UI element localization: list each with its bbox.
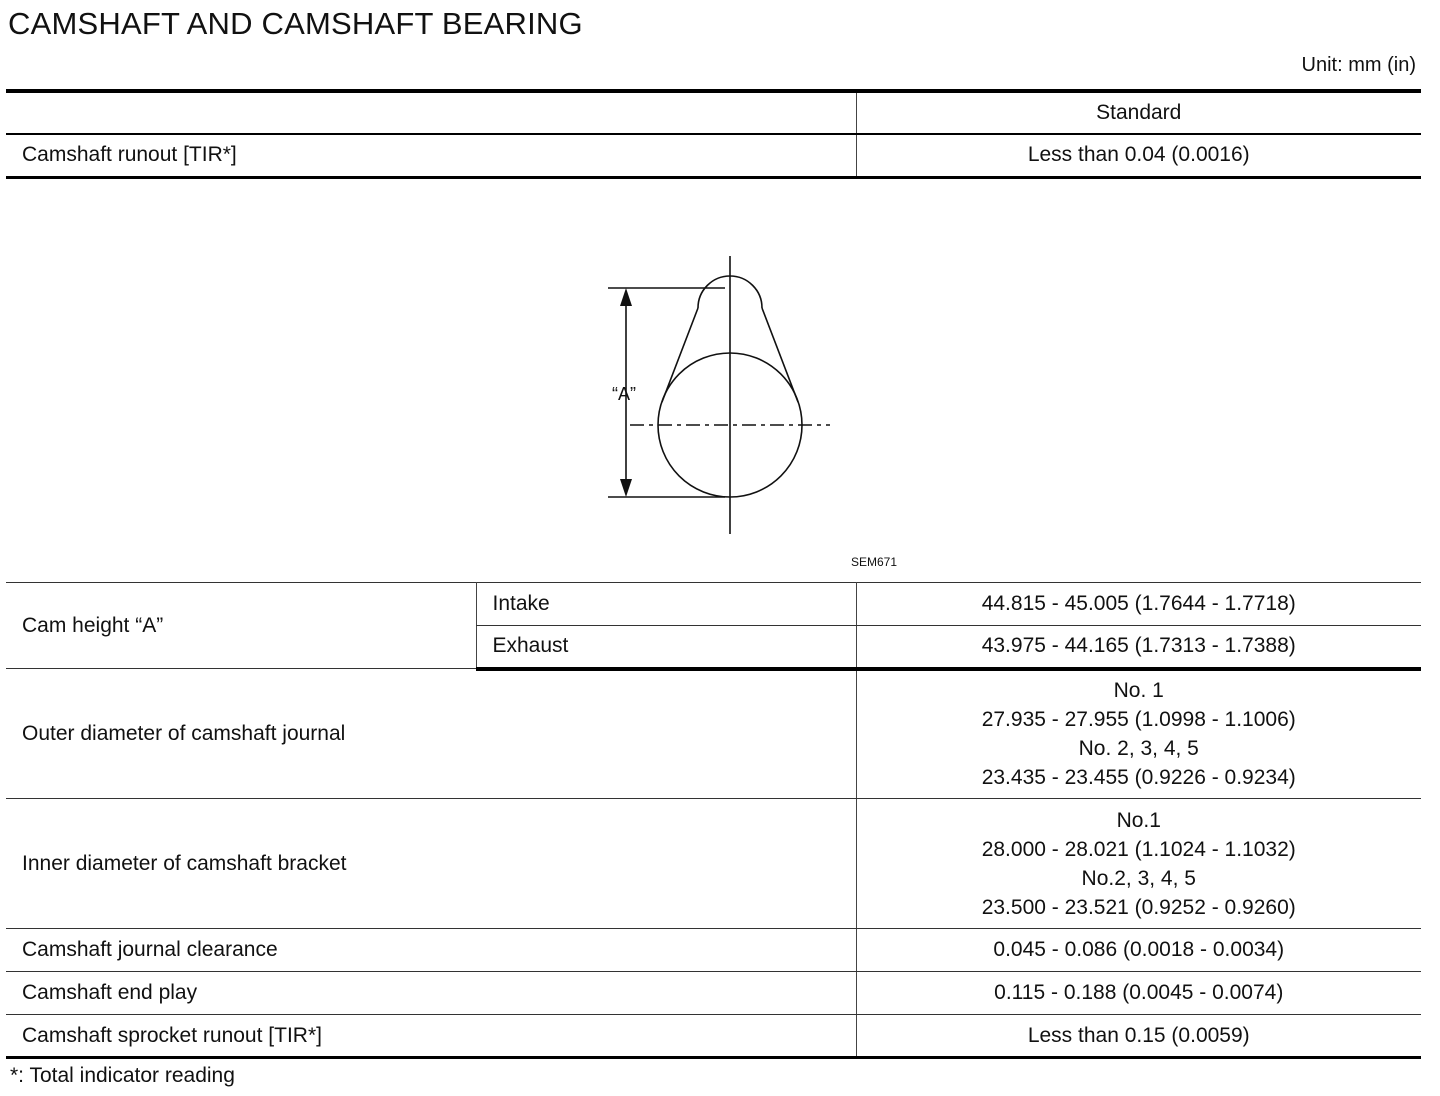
journal-clearance-value: 0.045 - 0.086 (0.0018 - 0.0034) bbox=[856, 929, 1421, 972]
bracket-id-line: 23.500 - 23.521 (0.9252 - 0.9260) bbox=[981, 895, 1296, 919]
cam-height-label: Cam height “A” bbox=[6, 583, 476, 669]
table-row bbox=[6, 583, 1421, 626]
camshaft-runout-label: Camshaft runout [TIR*] bbox=[6, 134, 856, 177]
header-empty-cell bbox=[6, 91, 856, 134]
table-row bbox=[6, 669, 1421, 799]
header-standard: Standard bbox=[856, 91, 1421, 134]
end-play-label: Camshaft end play bbox=[6, 972, 856, 1015]
runout-table bbox=[6, 89, 1421, 179]
figure-code: SEM671 bbox=[851, 555, 898, 569]
cam-lobe-diagram bbox=[600, 250, 840, 540]
intake-label: Intake bbox=[476, 583, 856, 626]
journal-od-line: No. 1 bbox=[1113, 679, 1164, 703]
journal-od-line: No. 2, 3, 4, 5 bbox=[1078, 737, 1199, 761]
table-header-row bbox=[6, 91, 1421, 134]
dimension-arrow-up bbox=[620, 288, 632, 306]
bracket-id-line: 28.000 - 28.021 (1.1024 - 1.1032) bbox=[981, 837, 1296, 861]
lobe-flank-left bbox=[662, 308, 698, 402]
table-row bbox=[6, 1015, 1421, 1058]
end-play-value: 0.115 - 0.188 (0.0045 - 0.0074) bbox=[856, 972, 1421, 1015]
dimension-arrow-down bbox=[620, 479, 632, 497]
journal-clearance-label: Camshaft journal clearance bbox=[6, 929, 856, 972]
journal-od-line: 23.435 - 23.455 (0.9226 - 0.9234) bbox=[981, 766, 1296, 790]
exhaust-label: Exhaust bbox=[476, 626, 856, 669]
bracket-id-label: Inner diameter of camshaft bracket bbox=[6, 799, 856, 929]
table-row bbox=[6, 799, 1421, 929]
journal-od-label: Outer diameter of camshaft journal bbox=[6, 669, 856, 799]
bracket-id-line: No.1 bbox=[1116, 808, 1161, 832]
camshaft-runout-value: Less than 0.04 (0.0016) bbox=[856, 134, 1421, 177]
table-row bbox=[6, 972, 1421, 1015]
table-row bbox=[6, 134, 1421, 177]
spec-table bbox=[6, 582, 1421, 1059]
journal-od-value bbox=[856, 669, 1421, 799]
page-title: CAMSHAFT AND CAMSHAFT BEARING bbox=[8, 6, 583, 41]
journal-od-line: 27.935 - 27.955 (1.0998 - 1.1006) bbox=[981, 708, 1296, 732]
exhaust-value: 43.975 - 44.165 (1.7313 - 1.7388) bbox=[856, 626, 1421, 669]
sprocket-runout-value: Less than 0.15 (0.0059) bbox=[856, 1015, 1421, 1058]
lobe-flank-right bbox=[762, 308, 798, 402]
bracket-id-line: No.2, 3, 4, 5 bbox=[1081, 866, 1196, 890]
intake-value: 44.815 - 45.005 (1.7644 - 1.7718) bbox=[856, 583, 1421, 626]
bracket-id-value bbox=[856, 799, 1421, 929]
table-row bbox=[6, 929, 1421, 972]
sprocket-runout-label: Camshaft sprocket runout [TIR*] bbox=[6, 1015, 856, 1058]
footnote: *: Total indicator reading bbox=[10, 1064, 235, 1087]
dimension-label: “A” bbox=[612, 384, 636, 404]
unit-note: Unit: mm (in) bbox=[1301, 54, 1416, 76]
